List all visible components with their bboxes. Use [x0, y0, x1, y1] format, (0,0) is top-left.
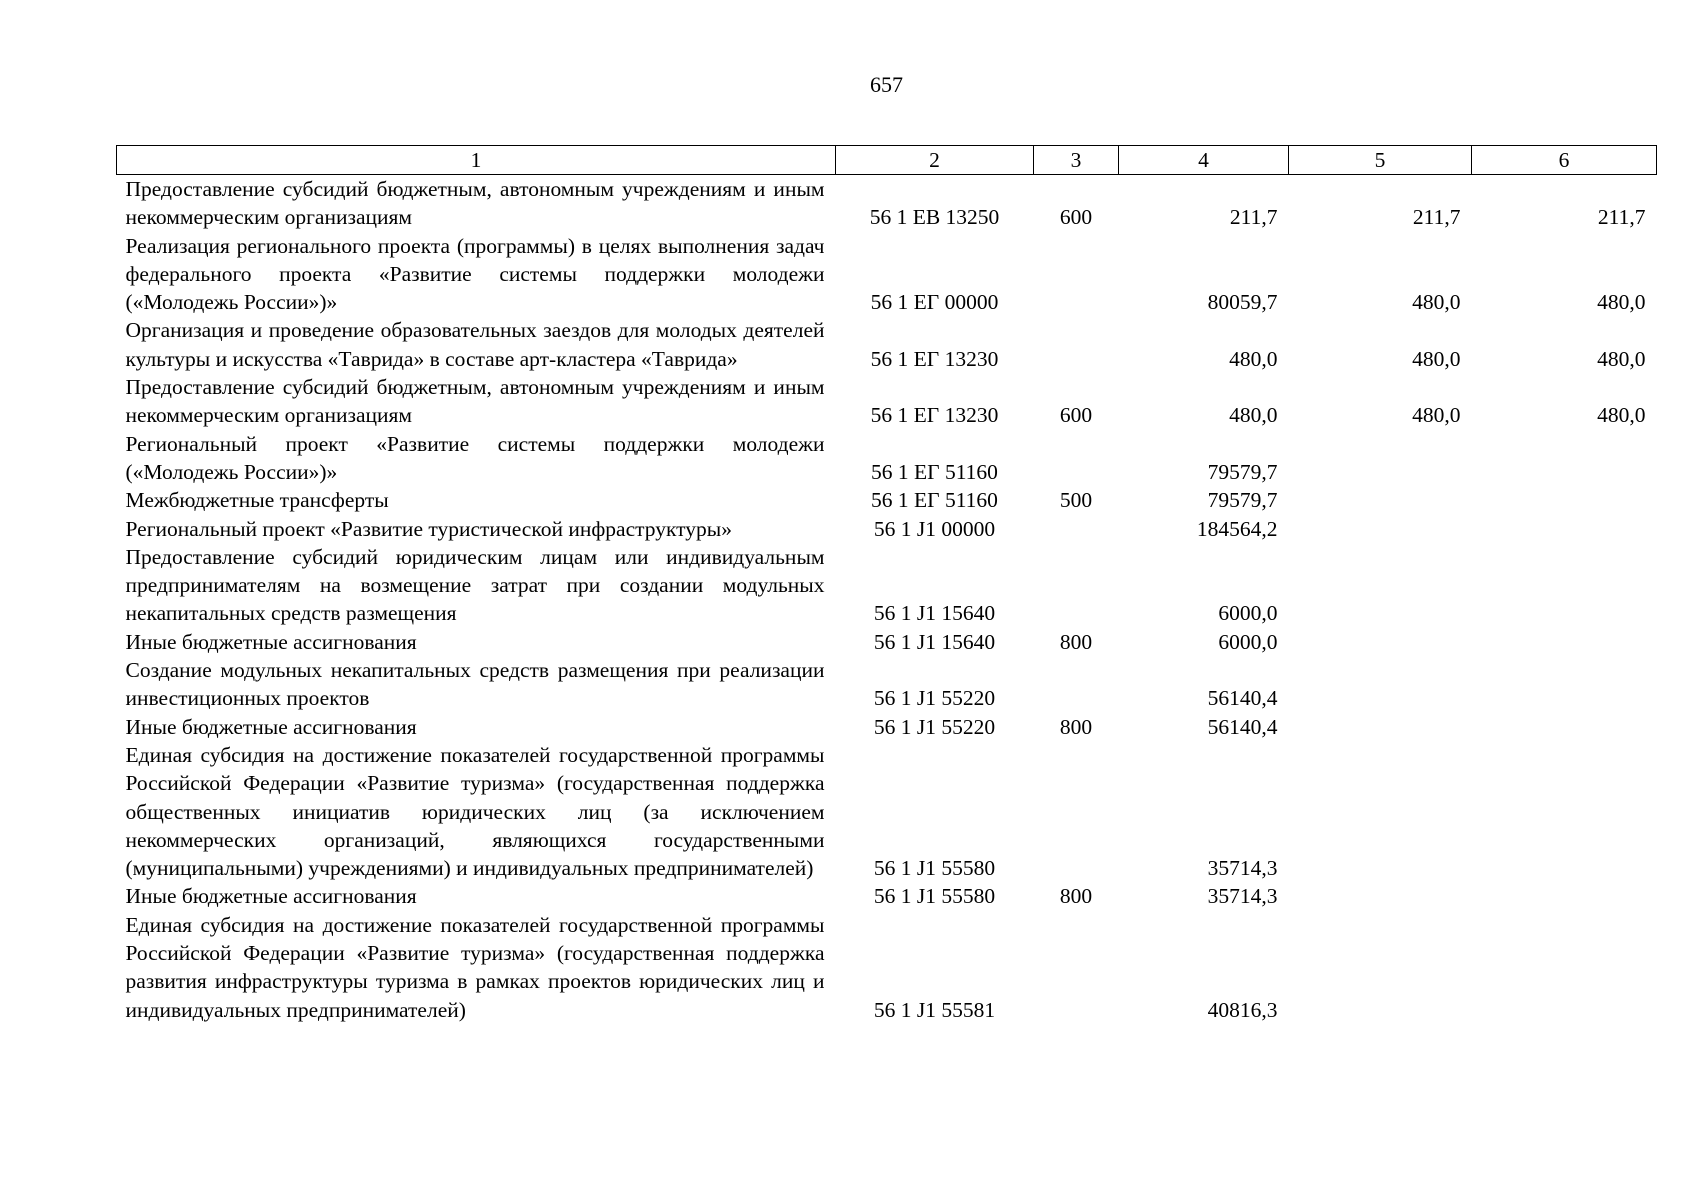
- table-row: [117, 373, 1657, 430]
- row-code-cell: 56 1 ЕГ 13230: [870, 403, 999, 428]
- row-amount-cell: [1289, 713, 1472, 741]
- row-amount-cell: [1472, 628, 1657, 656]
- table-row: [117, 175, 1657, 232]
- row-expense-type-cell: 600: [1059, 403, 1093, 428]
- row-code-cell: 56 1 ЕГ 51160: [871, 488, 998, 513]
- row-code-cell: 56 1 J1 55580: [873, 884, 996, 909]
- row-amount-cell: 480,0: [1229, 346, 1278, 371]
- row-amount-cell: [1472, 430, 1657, 487]
- row-amount-cell: [1289, 486, 1472, 514]
- column-header: 6: [1472, 146, 1657, 175]
- table-row: [117, 656, 1657, 713]
- row-amount-cell: [1472, 741, 1657, 882]
- row-code-cell: 56 1 J1 55581: [873, 997, 996, 1022]
- table-row: [117, 316, 1657, 373]
- row-expense-type-cell: 800: [1059, 629, 1093, 654]
- row-expense-type-cell: [1034, 741, 1119, 882]
- budget-table: [116, 145, 1657, 1024]
- row-code-cell: 56 1 J1 55580: [873, 856, 996, 881]
- row-amount-cell: [1289, 543, 1472, 628]
- row-name-cell: Предоставление субсидий бюджетным, автономным учреждениям и иным некоммерческим организациям: [125, 177, 825, 230]
- row-name-cell: Региональный проект «Развитие системы поддержки молодежи («Молодежь России»)»: [125, 431, 825, 484]
- row-name-cell: Иные бюджетные ассигнования: [125, 884, 417, 909]
- row-amount-cell: [1472, 656, 1657, 713]
- row-amount-cell: 480,0: [1229, 403, 1278, 428]
- row-expense-type-cell: 600: [1059, 205, 1093, 230]
- row-amount-cell: [1472, 713, 1657, 741]
- row-amount-cell: 56140,4: [1207, 686, 1278, 711]
- row-amount-cell: [1472, 543, 1657, 628]
- row-amount-cell: 56140,4: [1207, 714, 1278, 739]
- row-amount-cell: 211,7: [1229, 205, 1278, 230]
- row-amount-cell: 79579,7: [1207, 459, 1278, 484]
- row-name-cell: Реализация регионального проекта (программы) в целях выполнения задач федерального проекта «Развитие системы поддержки молодежи («Молодежь России»)»: [125, 233, 825, 315]
- row-amount-cell: [1472, 911, 1657, 1024]
- row-code-cell: 56 1 J1 00000: [873, 516, 996, 541]
- table-row: [117, 911, 1657, 1024]
- row-name-cell: Предоставление субсидий бюджетным, автономным учреждениям и иным некоммерческим организациям: [125, 375, 825, 428]
- row-amount-cell: 6000,0: [1218, 629, 1278, 654]
- row-amount-cell: [1289, 656, 1472, 713]
- row-name-cell: Иные бюджетные ассигнования: [125, 629, 417, 654]
- row-expense-type-cell: [1034, 232, 1119, 317]
- row-code-cell: 56 1 ЕГ 13230: [870, 346, 999, 371]
- row-expense-type-cell: [1034, 430, 1119, 487]
- table-row: [117, 543, 1657, 628]
- table-row: [117, 713, 1657, 741]
- row-code-cell: 56 1 J1 15640: [873, 629, 996, 654]
- row-amount-cell: [1289, 882, 1472, 910]
- row-name-cell: Иные бюджетные ассигнования: [125, 714, 417, 739]
- table-row: [117, 486, 1657, 514]
- row-amount-cell: [1289, 628, 1472, 656]
- row-amount-cell: 211,7: [1597, 205, 1646, 230]
- row-name-cell: Межбюджетные трансферты: [125, 488, 389, 513]
- column-header: 2: [836, 146, 1034, 175]
- row-amount-cell: 480,0: [1412, 290, 1461, 315]
- row-amount-cell: 480,0: [1597, 346, 1646, 371]
- row-amount-cell: [1289, 741, 1472, 882]
- column-header: 5: [1289, 146, 1472, 175]
- row-name-cell: Предоставление субсидий юридическим лицам или индивидуальным предпринимателям на возмещение затрат при создании модульных некапитальных средств размещения: [125, 544, 825, 626]
- row-name-cell: Региональный проект «Развитие туристической инфраструктуры»: [125, 516, 732, 541]
- row-amount-cell: 184564,2: [1196, 516, 1278, 541]
- row-expense-type-cell: 800: [1059, 714, 1093, 739]
- row-expense-type-cell: [1034, 911, 1119, 1024]
- row-amount-cell: 480,0: [1597, 290, 1646, 315]
- row-amount-cell: 80059,7: [1207, 290, 1278, 315]
- row-name-cell: Создание модульных некапитальных средств размещения при реализации инвестиционных проектов: [125, 658, 825, 711]
- row-amount-cell: 480,0: [1597, 403, 1646, 428]
- row-code-cell: 56 1 J1 55220: [873, 686, 996, 711]
- row-code-cell: 56 1 ЕГ 00000: [870, 290, 999, 315]
- row-name-cell: Организация и проведение образовательных заездов для молодых деятелей культуры и искусства «Таврида» в составе арт-кластера «Таврида»: [125, 318, 825, 371]
- column-header: 3: [1034, 146, 1119, 175]
- row-amount-cell: [1289, 515, 1472, 543]
- row-code-cell: 56 1 ЕГ 51160: [871, 459, 998, 484]
- row-amount-cell: [1472, 882, 1657, 910]
- row-expense-type-cell: [1034, 515, 1119, 543]
- row-code-cell: 56 1 ЕВ 13250: [869, 205, 1000, 230]
- row-amount-cell: 211,7: [1412, 205, 1461, 230]
- page-number: 657: [870, 72, 903, 97]
- table-row: [117, 882, 1657, 910]
- row-amount-cell: [1472, 486, 1657, 514]
- row-amount-cell: 35714,3: [1207, 856, 1278, 881]
- row-amount-cell: [1472, 515, 1657, 543]
- row-amount-cell: 35714,3: [1207, 884, 1278, 909]
- row-name-cell: Единая субсидия на достижение показателей государственной программы Российской Федерации «Развитие туризма» (государственная поддержка общественных инициатив юридических лиц (за исключением некоммерческих организаций, являющихся государственными (муниципальными) учреждениями) и индивидуальных предпринимателей): [125, 742, 825, 881]
- row-expense-type-cell: [1034, 316, 1119, 373]
- row-expense-type-cell: 500: [1059, 488, 1093, 513]
- row-amount-cell: [1289, 430, 1472, 487]
- row-code-cell: 56 1 J1 15640: [873, 601, 996, 626]
- row-amount-cell: 480,0: [1412, 346, 1461, 371]
- row-name-cell: Единая субсидия на достижение показателей государственной программы Российской Федерации «Развитие туризма» (государственная поддержка развития инфраструктуры туризма в рамках проектов юридических лиц и индивидуальных предпринимателей): [125, 912, 825, 1022]
- row-expense-type-cell: [1034, 656, 1119, 713]
- column-header: 1: [117, 146, 836, 175]
- table-row: [117, 430, 1657, 487]
- row-expense-type-cell: 800: [1059, 884, 1093, 909]
- table-row: [117, 628, 1657, 656]
- row-code-cell: 56 1 J1 55220: [873, 714, 996, 739]
- row-amount-cell: 79579,7: [1207, 488, 1278, 513]
- column-header: 4: [1119, 146, 1289, 175]
- row-expense-type-cell: [1034, 543, 1119, 628]
- table-row: [117, 515, 1657, 543]
- table-row: [117, 232, 1657, 317]
- row-amount-cell: 480,0: [1412, 403, 1461, 428]
- row-amount-cell: [1289, 911, 1472, 1024]
- row-amount-cell: 6000,0: [1218, 601, 1278, 626]
- table-row: [117, 741, 1657, 882]
- column-number-row: [117, 146, 1657, 175]
- row-amount-cell: 40816,3: [1207, 997, 1278, 1022]
